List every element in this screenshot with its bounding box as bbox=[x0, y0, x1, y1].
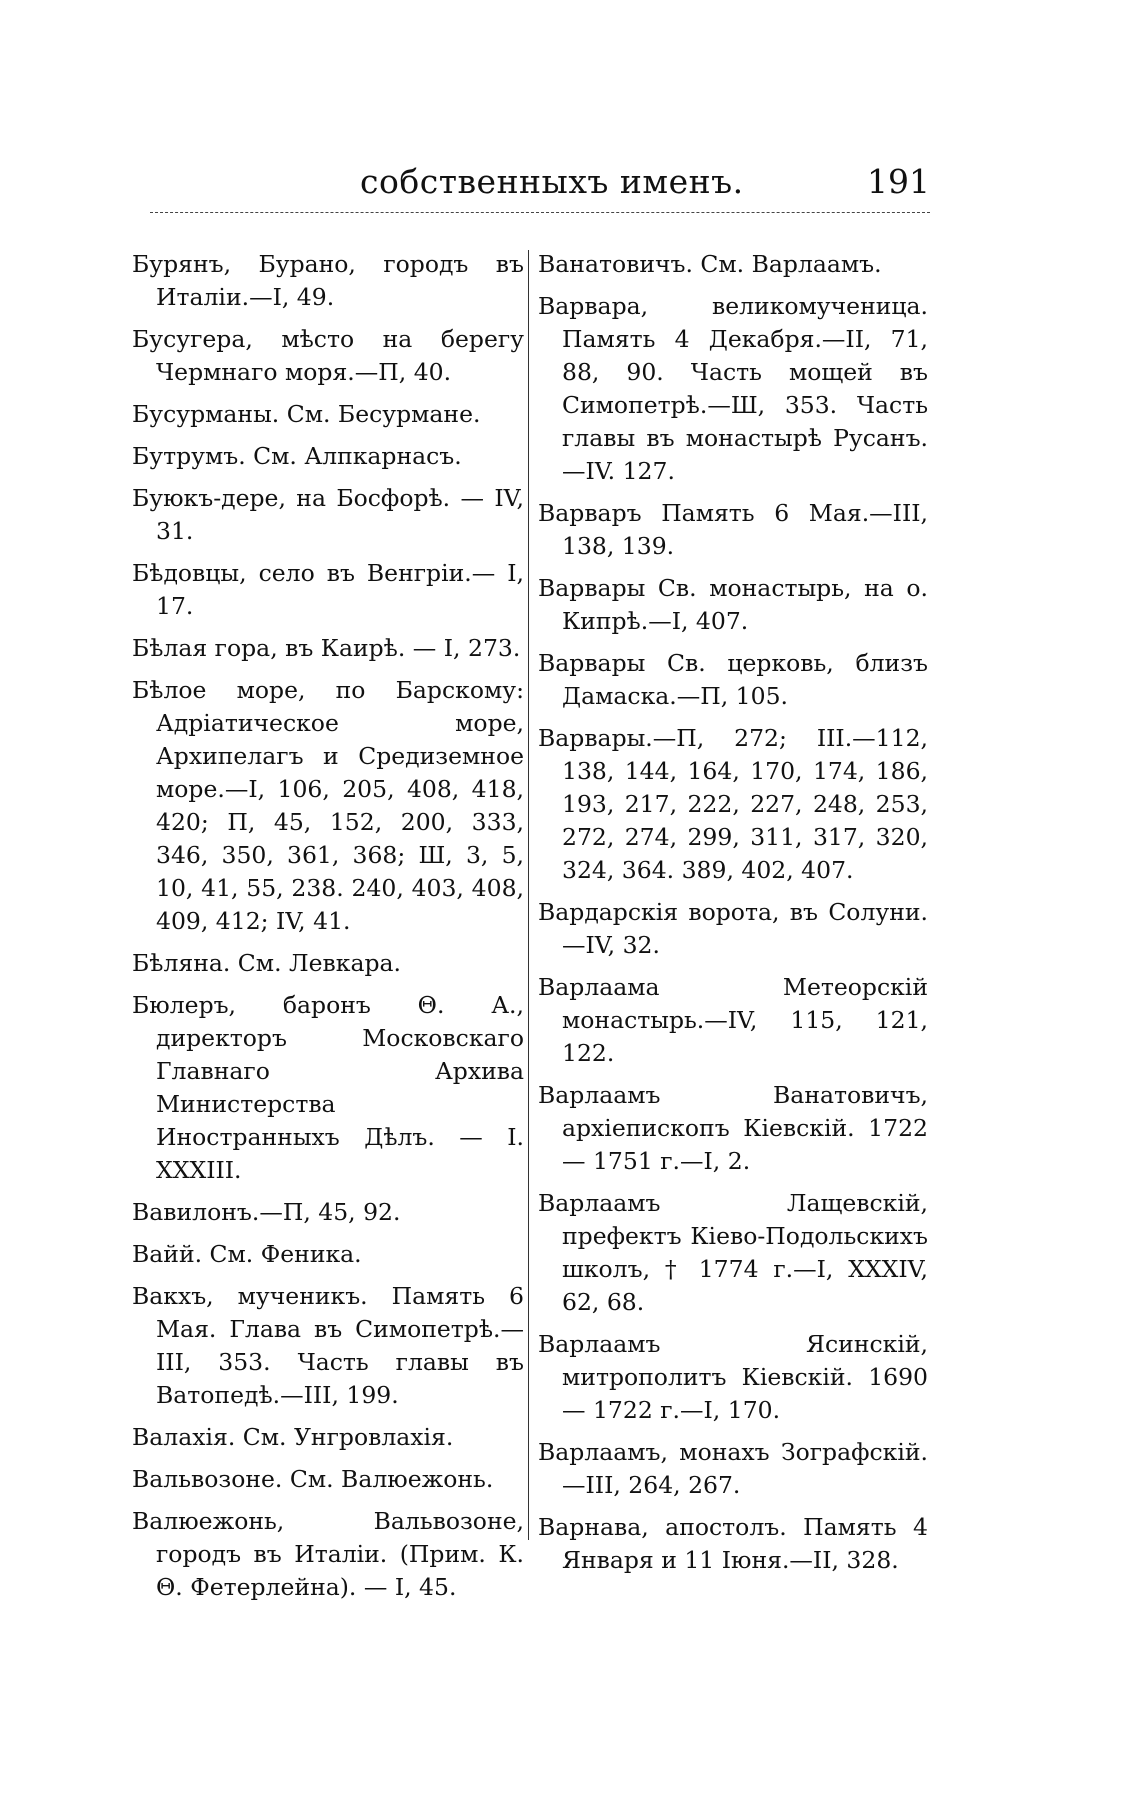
index-entry: Варнава, апостолъ. Память 4 Января и 11 Іюня.—II, 328. bbox=[538, 1513, 928, 1574]
right-column bbox=[538, 248, 928, 1586]
index-entry: Варвары.—П, 272; III.—112, 138, 144, 164, 170, 174, 186, 193, 217, 222, 227, 248, 253, 272, 274, 299, 311, 317, 320, 324, 364. 389, 402, 407. bbox=[538, 724, 928, 884]
index-entry: Ванатовичъ. См. Варлаамъ. bbox=[538, 250, 882, 278]
index-entry: Вакхъ, мученикъ. Память 6 Мая. Глава въ Симопетрѣ.— III, 353. Часть главы въ Ватопедѣ.—III, 199. bbox=[132, 1282, 524, 1409]
index-entry: Варвары Св. монастырь, на о. Кипрѣ.—I, 407. bbox=[538, 574, 928, 635]
index-entry: Вавилонъ.—П, 45, 92. bbox=[132, 1198, 401, 1226]
index-entry: Бѣдовцы, село въ Венгріи.— I, 17. bbox=[132, 559, 524, 620]
index-entry: Варвары Св. церковь, близъ Дамаска.—П, 105. bbox=[538, 649, 928, 710]
left-column bbox=[132, 248, 524, 1613]
index-entry: Варлаама Метеорскій монастырь.—IV, 115, 121, 122. bbox=[538, 973, 928, 1067]
index-entry: Бурянъ, Бурано, городъ въ Италіи.—I, 49. bbox=[132, 250, 524, 311]
index-entry: Вардарскія ворота, въ Солуни.—IV, 32. bbox=[538, 898, 928, 959]
index-entry: Буюкъ-дере, на Босфорѣ. — IV, 31. bbox=[132, 484, 524, 545]
header-rule bbox=[150, 212, 930, 213]
index-entry: Варлаамъ Лащевскій, префектъ Кіево-Подольскихъ школъ, † 1774 г.—I, XXXIV, 62, 68. bbox=[538, 1189, 928, 1316]
running-title: собственныхъ именъ. bbox=[360, 162, 744, 201]
index-entry: Бѣлая гора, въ Каирѣ. — I, 273. bbox=[132, 634, 521, 662]
index-entry: Бюлеръ, баронъ Θ. А., директоръ Московскаго Главнаго Архива Министерства Иностранныхъ Дѣлъ. — I. XXXIII. bbox=[132, 991, 524, 1184]
index-entry: Варлаамъ Ясинскій, митрополитъ Кіевскій. 1690 — 1722 г.—I, 170. bbox=[538, 1330, 928, 1424]
index-entry: Валахія. См. Унгровлахія. bbox=[132, 1423, 454, 1451]
index-entry: Вайй. См. Феника. bbox=[132, 1240, 362, 1268]
index-entry: Бѣлое море, по Барскому: Адріатическое море, Архипелагъ и Средиземное море.—I, 106, 205, 408, 418, 420; П, 45, 152, 200, 333, 346, 350, 361, 368; Ш, 3, 5, 10, 41, 55, 238. 240, 403, 408, 409, 412; IV, 41. bbox=[132, 676, 524, 935]
column-divider bbox=[528, 250, 529, 1540]
index-entry: Бутрумъ. См. Алпкарнасъ. bbox=[132, 442, 462, 470]
page-number: 191 bbox=[867, 162, 930, 201]
index-entry: Варлаамъ, монахъ Зографскій.—III, 264, 267. bbox=[538, 1438, 928, 1499]
index-entry: Бѣляна. См. Левкара. bbox=[132, 949, 401, 977]
index-entry: Вальвозоне. См. Валюежонь. bbox=[132, 1465, 494, 1493]
index-entry: Валюежонь, Вальвозоне, городъ въ Италіи. (Прим. К. Θ. Фетерлейна). — I, 45. bbox=[132, 1507, 524, 1601]
index-entry: Варлаамъ Ванатовичъ, архіепископъ Кіевскій. 1722— 1751 г.—I, 2. bbox=[538, 1081, 928, 1175]
index-entry: Бусугера, мѣсто на берегу Чермнаго моря.—П, 40. bbox=[132, 325, 524, 386]
page-header bbox=[150, 150, 930, 210]
index-entry: Варваръ Память 6 Мая.—III, 138, 139. bbox=[538, 499, 928, 560]
index-entry: Бусурманы. См. Бесурмане. bbox=[132, 400, 481, 428]
index-entry: Варвара, великомученица. Память 4 Декабря.—II, 71, 88, 90. Часть мощей въ Симопетрѣ.—Ш, 353. Часть главы въ монастырѣ Русанъ.—IV. 127. bbox=[538, 292, 928, 485]
